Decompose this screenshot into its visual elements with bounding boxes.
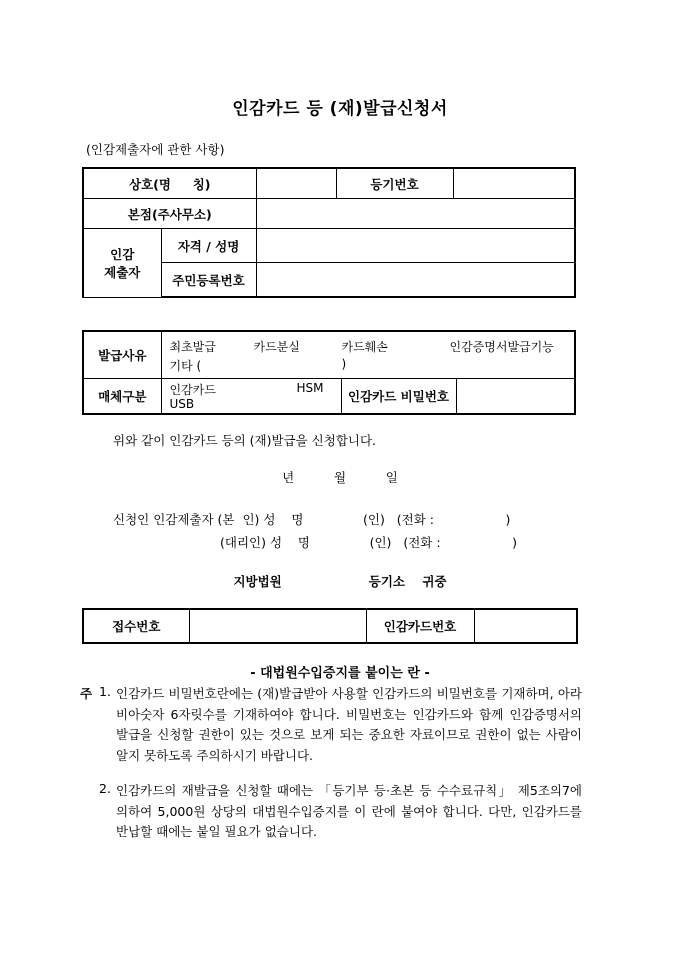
media-type-options: [161, 379, 341, 415]
media-type-label: 매체구분: [83, 379, 161, 415]
seal-submitter-label-line2: 제출자: [104, 264, 141, 280]
table-row: [83, 168, 575, 199]
company-name-label: 상호(명 칭): [83, 168, 256, 199]
media-option-hsm[interactable]: HSM: [296, 381, 324, 395]
qualification-name-value[interactable]: [256, 229, 575, 263]
table-row: [83, 199, 575, 229]
note-2-paragraph: 인감카드의 재발급을 신청할 때에는 「등기부 등·초본 등 수수료규칙」 제5조의7에 의하여 5,000원 상당의 대법원수입증지를 이 란에 붙여야 합니다. 다만, 인감카드를 반납할 때에는 붙일 필요가 없습니다.: [116, 783, 582, 839]
card-password-label: 인감카드 비밀번호: [341, 379, 456, 415]
reason-option-other-close: ): [341, 357, 347, 371]
reason-option-card-damaged[interactable]: 카드훼손: [341, 340, 388, 354]
receipt-number-label: 접수번호: [83, 609, 189, 643]
seal-submitter-group-label: [83, 229, 161, 298]
seal-card-number-label: 인감카드번호: [366, 609, 474, 643]
issuance-reason-options: [161, 331, 575, 379]
resident-number-label: 주민등록번호: [161, 263, 256, 298]
page-title: 인감카드 등 (재)발급신청서: [232, 99, 448, 119]
note-1-number: 1.: [99, 684, 111, 699]
issuance-reason-label: 발급사유: [83, 331, 161, 379]
note-1-paragraph: 인감카드 비밀번호란에는 (재)발급받아 사용할 인감카드의 비밀번호를 기재하며, 아라비아숫자 6자릿수를 기재하여야 합니다. 비밀번호는 인감카드와 함께 인감증명서의 발급을 신청할 권한이 있는 것으로 보게 되는 중요한 자료이므로 권한이 없는 사람이 알지 못하도록 주의하시기 바랍니다.: [116, 686, 582, 763]
note-2-number: 2.: [99, 781, 111, 796]
seal-submitter-label-line1: 인감: [110, 246, 135, 262]
company-name-value[interactable]: [256, 168, 336, 199]
notes-marker: 주: [80, 686, 93, 701]
receipt-number-value[interactable]: [189, 609, 366, 643]
head-office-label: 본점(주사무소): [83, 199, 256, 229]
seal-card-number-value[interactable]: [474, 609, 577, 643]
section-subtitle: (인감제출자에 관한 사항): [86, 142, 225, 157]
media-option-usb[interactable]: USB: [169, 397, 195, 411]
court-addressee-line: 지방법원 등기소 귀중: [233, 574, 447, 589]
qualification-name-label: 자격 / 성명: [161, 229, 256, 263]
table-row: [83, 229, 575, 263]
registration-number-label: 등기번호: [336, 168, 453, 199]
issuance-reason-table: [82, 330, 576, 415]
registration-number-value[interactable]: [453, 168, 575, 199]
applicant-info-table: [82, 167, 576, 298]
reason-option-seal-certificate-function[interactable]: 인감증명서발급기능: [449, 340, 554, 354]
reason-option-first-issue[interactable]: 최초발급: [169, 340, 216, 354]
head-office-value[interactable]: [256, 199, 575, 229]
note-1-text: [116, 684, 582, 766]
stamp-area-header: - 대법원수입증지를 붙이는 란 -: [250, 666, 430, 681]
resident-number-value[interactable]: [256, 263, 575, 298]
note-2-text: [116, 781, 582, 843]
applicant-signature-line[interactable]: 신청인 인감제출자 (본 인) 성 명 (인) (전화 : ): [113, 512, 511, 527]
declaration-text: 위와 같이 인감카드 등의 (재)발급을 신청합니다.: [113, 433, 377, 448]
agent-signature-line[interactable]: (대리인) 성 명 (인) (전화 : ): [220, 535, 517, 550]
table-row: [83, 609, 577, 643]
date-line[interactable]: 년 월 일: [282, 470, 398, 485]
card-password-value[interactable]: [456, 379, 575, 415]
reason-option-card-lost[interactable]: 카드분실: [253, 340, 300, 354]
reason-option-other-open[interactable]: 기타 (: [169, 359, 202, 373]
receipt-table: [82, 608, 578, 644]
table-row: [83, 331, 575, 379]
table-row: [83, 379, 575, 415]
media-option-seal-card[interactable]: 인감카드: [169, 383, 216, 397]
